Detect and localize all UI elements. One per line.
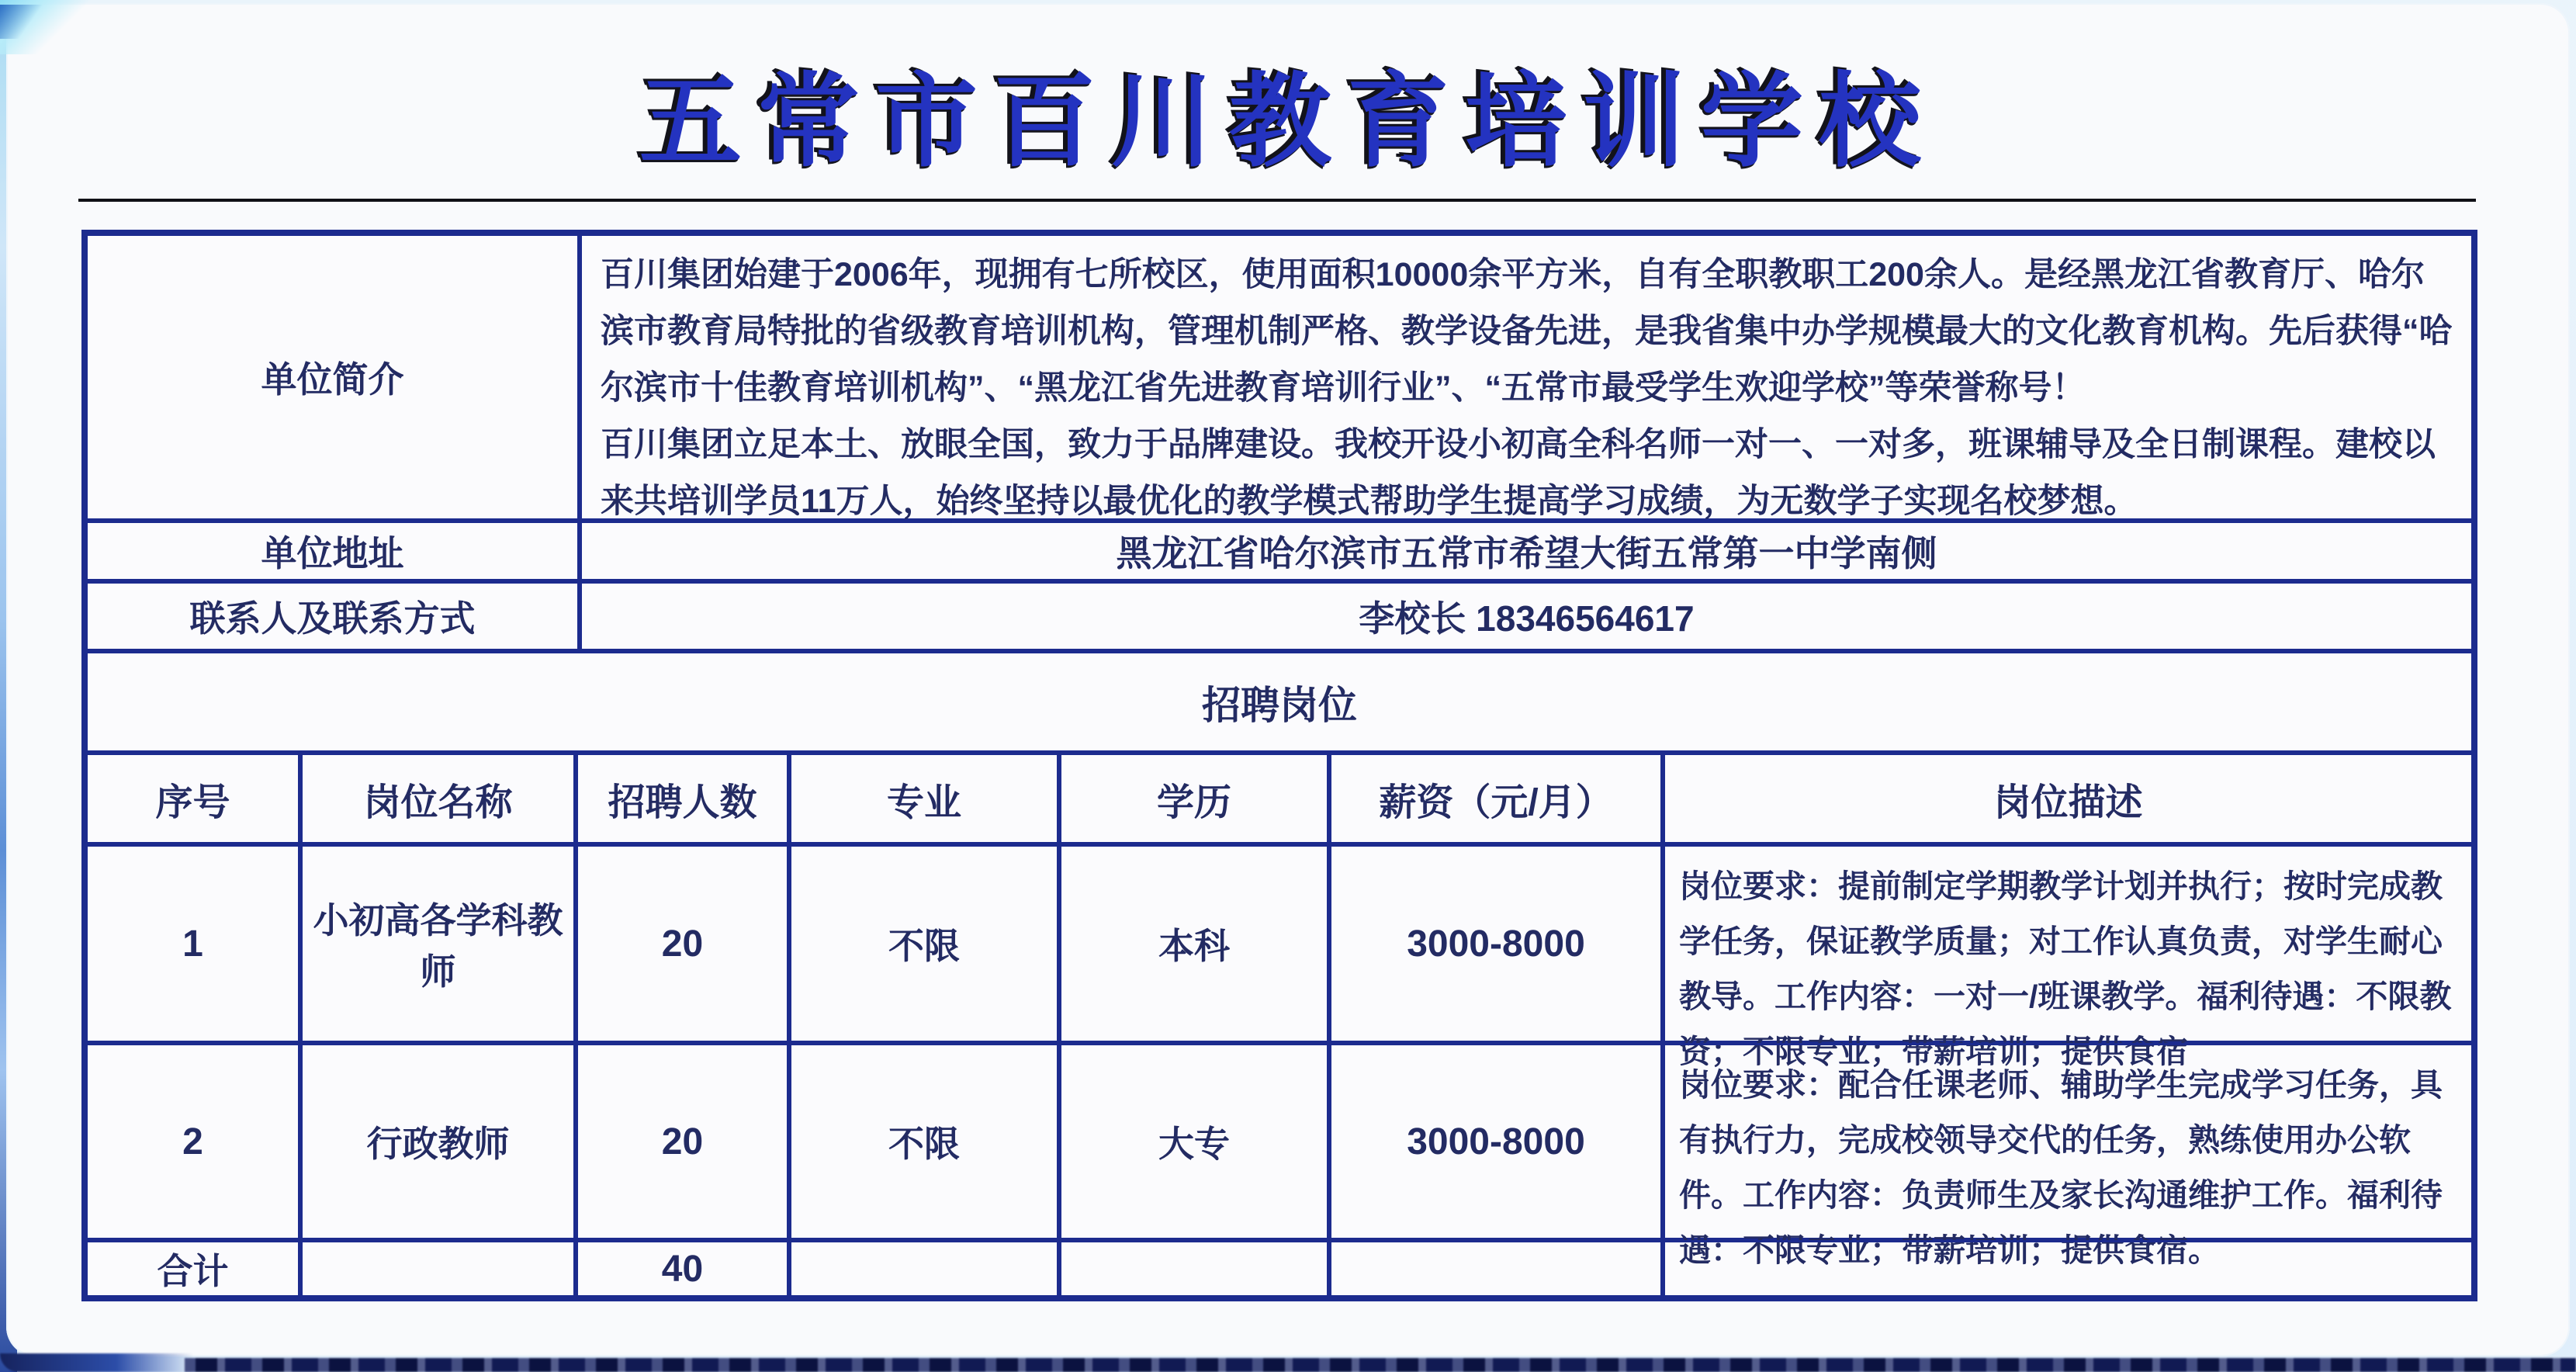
col-header-description: 岗位描述 (1663, 753, 2474, 844)
positions-section-title: 招聘岗位 (85, 651, 2474, 753)
job-row-salary: 3000-8000 (1329, 844, 1663, 1043)
job-row-description: 岗位要求：提前制定学期教学计划并执行；按时完成教学任务，保证教学质量；对工作认真负责，对学生耐心教导。工作内容：一对一/班课教学。福利待遇：不限教资；不限专业；带薪培训；提供食宿 (1663, 844, 2474, 1043)
job-row-no: 2 (85, 1043, 300, 1240)
total-label: 合计 (85, 1240, 300, 1298)
contact-label: 联系人及联系方式 (85, 581, 580, 651)
title-underline (78, 199, 2476, 202)
job-row-count: 20 (576, 844, 789, 1043)
company-intro-text (580, 234, 2474, 521)
positions-section-row (85, 651, 2474, 753)
job-row-no: 1 (85, 844, 300, 1043)
job-row-major: 不限 (789, 844, 1059, 1043)
col-header-no: 序号 (85, 753, 300, 844)
col-header-position: 岗位名称 (300, 753, 576, 844)
poster-card (6, 3, 2570, 1356)
job-row-count: 20 (576, 1043, 789, 1240)
photo-bottom-cropped-text-strip (185, 1358, 2576, 1372)
job-row-position: 行政教师 (300, 1043, 576, 1240)
total-count: 40 (576, 1240, 789, 1298)
company-intro-paragraph-2: 百川集团立足本土、放眼全国，致力于品牌建设。我校开设小初高全科名师一对一、一对多，班课辅导及全日制课程。建校以来共培训学员11万人，始终坚持以最优化的教学模式帮助学生提高学习成绩，为无数学子实现名校梦想。 (601, 426, 2436, 520)
photo-top-left-accent (0, 5, 54, 39)
job-row-description: 岗位要求：配合任课老师、辅助学生完成学习任务，具有执行力，完成校领导交代的任务，熟练使用办公软件。工作内容：负责师生及家长沟通维护工作。福利待遇：不限专业；带薪培训；提供食宿。 (1663, 1043, 2474, 1240)
company-info-section (85, 234, 2474, 651)
photo-bottom-left-artifact (0, 1353, 194, 1372)
total-major-empty (789, 1240, 1059, 1298)
page-title: 五常市百川教育培训学校 (639, 64, 1937, 178)
total-degree-empty (1059, 1240, 1329, 1298)
job-row-degree: 本科 (1059, 844, 1329, 1043)
col-header-salary: 薪资（元/月） (1329, 753, 1663, 844)
job-row-degree: 大专 (1059, 1043, 1329, 1240)
col-header-degree: 学历 (1059, 753, 1329, 844)
job-row-major: 不限 (789, 1043, 1059, 1240)
address-label: 单位地址 (85, 521, 580, 581)
total-salary-empty (1329, 1240, 1663, 1298)
contact-value: 李校长 18346564617 (580, 581, 2474, 651)
job-row-position: 小初高各学科教师 (300, 844, 576, 1043)
col-header-major: 专业 (789, 753, 1059, 844)
total-description-empty (1663, 1240, 2474, 1298)
total-position-empty (300, 1240, 576, 1298)
job-row-salary: 3000-8000 (1329, 1043, 1663, 1240)
col-header-count: 招聘人数 (576, 753, 789, 844)
positions-table (85, 753, 2474, 1298)
company-intro-label: 单位简介 (85, 234, 580, 521)
recruitment-table (81, 230, 2477, 1301)
address-value: 黑龙江省哈尔滨市五常市希望大街五常第一中学南侧 (580, 521, 2474, 581)
company-intro-paragraph-1: 百川集团始建于2006年，现拥有七所校区，使用面积10000余平方米，自有全职教职工200余人。是经黑龙江省教育厅、哈尔滨市教育局特批的省级教育培训机构，管理机制严格、教学设备先进，是我省集中办学规模最大的文化教育机构。先后获得“哈尔滨市十佳教育培训机构”、“黑龙江省先进教育培训行业”、“五常市最受学生欢迎学校”等荣誉称号！ (601, 256, 2453, 407)
